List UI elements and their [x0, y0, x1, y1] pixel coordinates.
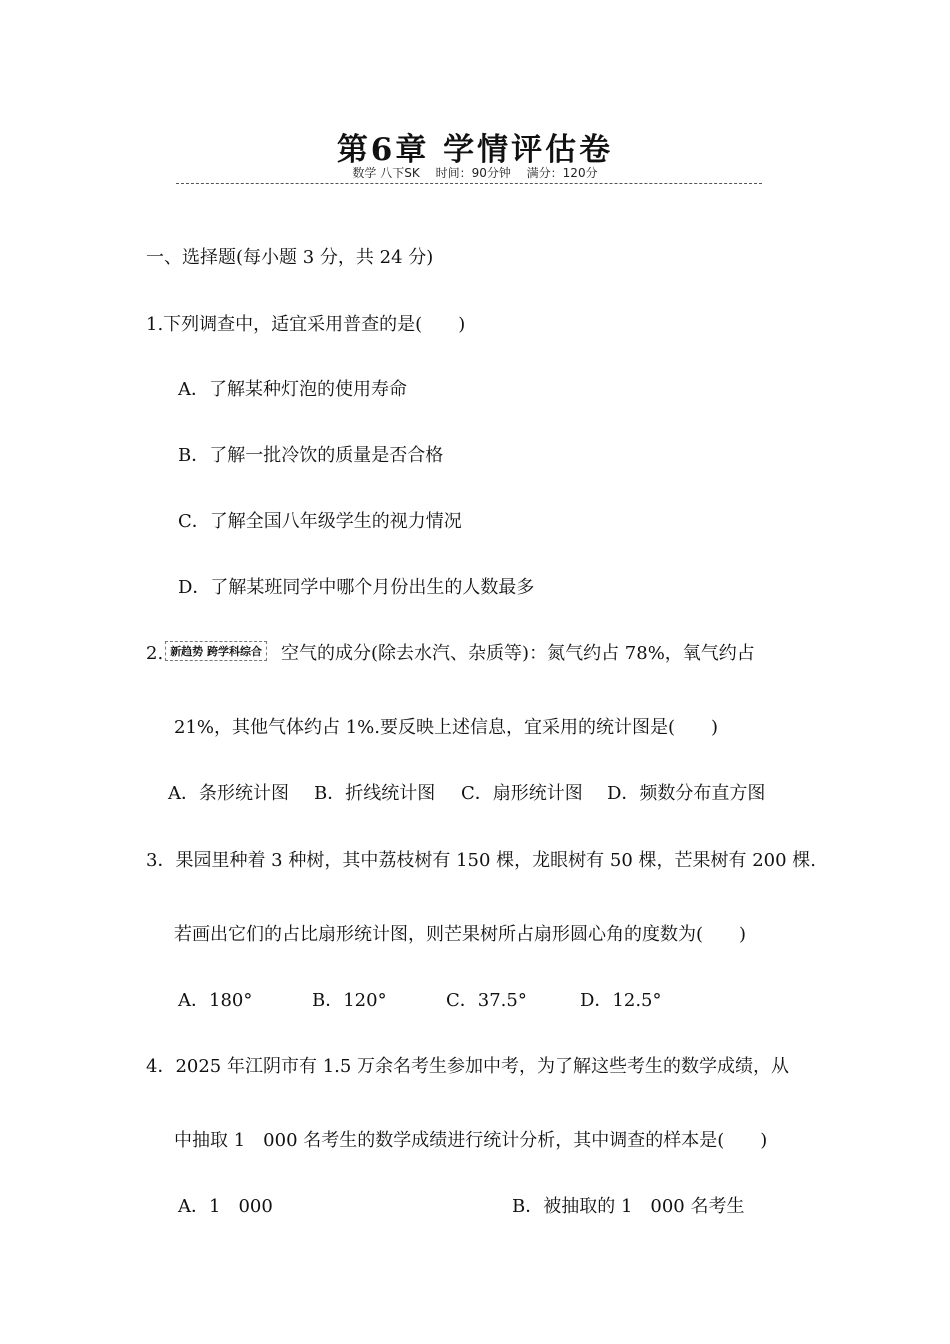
q2-number: 2. [146, 643, 164, 664]
section-heading: 一、选择题(每小题 3 分，共 24 分) [146, 247, 434, 268]
q4-stem-line1: 4．2025 年江阴市有 1.5 万余名考生参加中考，为了解这些考生的数学成绩，从 [146, 1056, 790, 1077]
header-divider [176, 183, 762, 184]
q1-option-d: D．了解某班同学中哪个月份出生的人数最多 [178, 577, 535, 598]
q2-options [168, 779, 765, 805]
exam-subject: 数学 八下SK [352, 166, 420, 180]
q2-trend-badge: 新趋势 跨学科综合 [165, 641, 267, 661]
q1-option-a: A．了解某种灯泡的使用寿命 [178, 379, 407, 400]
q3-option-b: B．120° [312, 990, 387, 1011]
exam-score: 满分：120分 [526, 166, 598, 180]
q2-stem-line1 [146, 639, 755, 665]
exam-info [0, 164, 950, 181]
q2-option-d: D．频数分布直方图 [607, 783, 766, 804]
q4-option-b: B．被抽取的 1 000 名考生 [512, 1196, 745, 1217]
q1-stem: 1.下列调查中，适宜采用普查的是( ) [146, 314, 466, 335]
q3-option-d: D．12.5° [580, 990, 662, 1011]
q3-stem-line2: 若画出它们的占比扇形统计图，则芒果树所占扇形圆心角的度数为( ) [174, 924, 747, 945]
q1-option-c: C．了解全国八年级学生的视力情况 [178, 511, 462, 532]
q3-option-a: A．180° [178, 990, 253, 1011]
q2-text-line1: 空气的成分(除去水汽、杂质等)：氮气约占 78%，氧气约占 [281, 643, 755, 664]
q1-option-b: B．了解一批冷饮的质量是否合格 [178, 445, 444, 466]
page-title: 第6章 学情评估卷 [336, 132, 614, 168]
q4-option-a: A．1 000 [178, 1196, 273, 1217]
exam-time: 时间：90分钟 [435, 166, 511, 180]
q2-option-c: C．扇形统计图 [461, 783, 583, 804]
q3-options [178, 986, 662, 1012]
q4-stem-line2: 中抽取 1 000 名考生的数学成绩进行统计分析，其中调查的样本是( ) [174, 1130, 768, 1151]
q2-stem-line2: 21%，其他气体约占 1%.要反映上述信息，宜采用的统计图是( ) [174, 717, 719, 738]
q2-option-b: B．折线统计图 [314, 783, 436, 804]
q3-stem-line1: 3．果园里种着 3 种树，其中荔枝树有 150 棵，龙眼树有 50 棵，芒果树有 200 棵. [146, 850, 817, 871]
q3-option-c: C．37.5° [446, 990, 527, 1011]
q2-option-a: A．条形统计图 [168, 783, 289, 804]
